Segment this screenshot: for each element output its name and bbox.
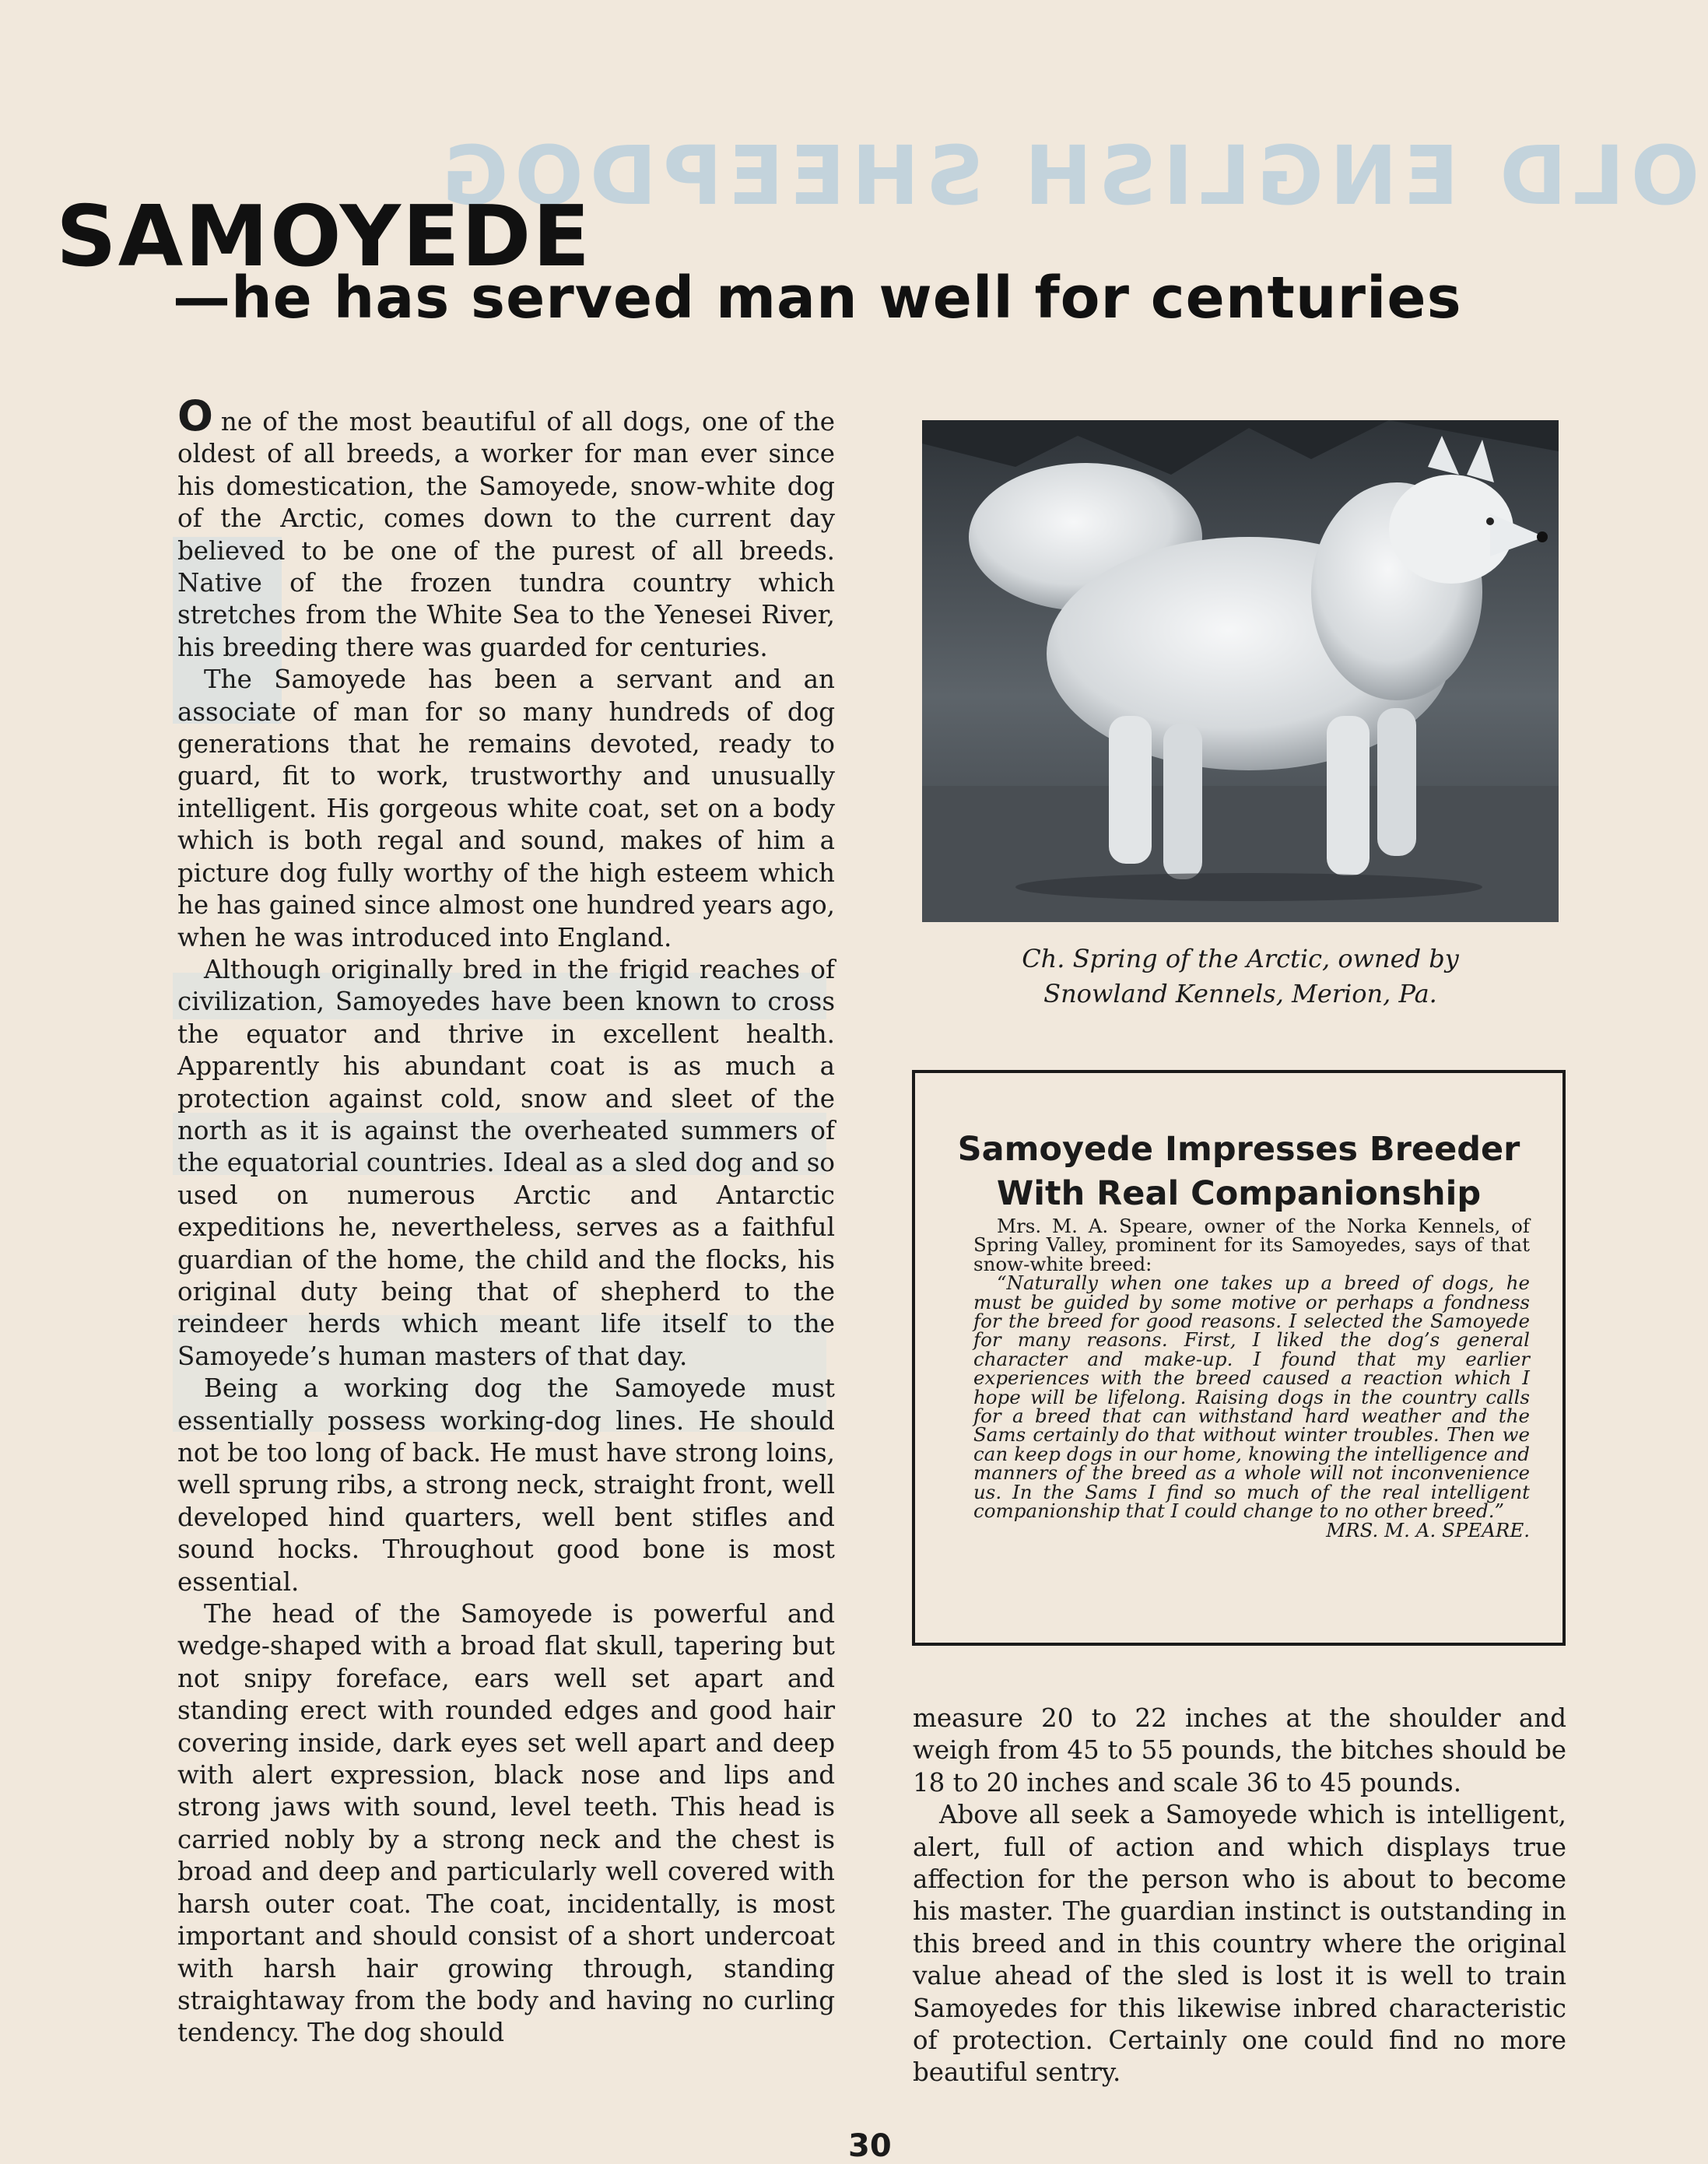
- sidebar-signature: MRS. M. A. SPEARE.: [1326, 1518, 1530, 1541]
- article-right-column: [913, 1703, 1566, 2089]
- photo-caption: [922, 942, 1559, 1012]
- caption-line: Ch. Spring of the Arctic, owned by: [1022, 944, 1459, 973]
- article-paragraph: Although originally bred in the frigid reaches of civilization, Samoyedes have been known to cross the equator and thrive in excellent health. Apparently his abundant coat is as much a protection against cold, snow and sleet of the north as it is against the overheated summers of the equatorial countries. Ideal as a sled dog and so used on numerous Arctic and Antarctic expeditions he, nevertheless, serves as a faithful guardian of the home, the child and the flocks, his original duty being that of shepherd to the reindeer herds which meant life itself to the Samoyede’s human masters of that day.: [177, 954, 835, 1371]
- article-paragraph: Being a working dog the Samoyede must essentially possess working-dog lines. He should not be too long of back. He must have strong loins, well sprung ribs, a strong neck, straight front, well developed hind quarters, well bent stifles and sound hocks. Throughout good bone is most essential.: [177, 1373, 835, 1597]
- article-paragraph: [177, 391, 835, 664]
- article-paragraph: The Samoyede has been a servant and an associate of man for so many hundreds of dog generations that he remains devoted, ready to guard, fit to work, trustworthy and unusually intelligent. His gorgeous white coat, set on a body which is both regal and sound, makes of him a picture dog fully worthy of the high esteem which he has gained since almost one hundred years ago, when he was introduced into England.: [177, 665, 835, 952]
- samoyede-photo: [922, 420, 1559, 922]
- page-subtitle: —he has served man well for centuries: [173, 265, 1462, 331]
- sidebar-body: [973, 1217, 1530, 1540]
- paragraph-text: ne of the most beautiful of all dogs, one of the oldest of all breeds, a worker for man ever since his domestication, the Samoyede, snow-white dog of the Arctic, comes down to the current day believed to be one of the purest of all breeds. Native of the frozen tundra country which stretches from the White Sea to the Yenesei River, his breeding there was guarded for centuries.: [177, 407, 835, 662]
- sidebar-headline-line: Samoyede Impresses Breeder: [957, 1130, 1520, 1169]
- dog-photo-illustration: [922, 420, 1559, 922]
- page-number: 30: [848, 2128, 892, 2164]
- sidebar-headline-line: With Real Companionship: [996, 1174, 1482, 1213]
- sidebar-headline: [915, 1128, 1562, 1216]
- caption-line: Snowland Kennels, Merion, Pa.: [1043, 979, 1437, 1008]
- page-title: SAMOYEDE: [56, 188, 592, 286]
- sidebar-box: [912, 1070, 1566, 1646]
- bleed-through-title: OLD ENGLISH SHEEPDOG: [436, 128, 1700, 223]
- sidebar-quote: “Naturally when one takes up a breed of dogs, he must be guided by some motive or perhaps a fondness for the breed for good reasons. I selected the Samoyede for many reasons. First, I liked the dog’s general character and make-up. I found that my earlier experiences with the breed caused a reaction which I hope will be lifelong. Raising dogs in the country calls for a breed that can withstand hard weather and the Sams certainly do that without winter troubles. Then we can keep dogs in our home, knowing the intelligence and manners of the breed as a whole will not inconvenience us. In the Sams I find so much of the real intelligent companionship that I could change to no other breed.”: [973, 1271, 1530, 1523]
- article-left-column: [177, 391, 835, 2050]
- drop-cap: O: [177, 391, 213, 440]
- article-paragraph: The head of the Samoyede is powerful and wedge-shaped with a broad flat skull, tapering but not snipy foreface, ears well set apart and standing erect with rounded edges and good hair covering inside, dark eyes set well apart and deep with alert expression, black nose and lips and strong jaws with sound, level teeth. This head is carried nobly by a strong neck and the chest is broad and deep and particularly well covered with harsh outer coat. The coat, incidentally, is most important and should consist of a short undercoat with harsh hair growing through, standing straightaway from the body and having no curling tendency. The dog should: [177, 1599, 835, 2048]
- article-paragraph: measure 20 to 22 inches at the shoulder and weigh from 45 to 55 pounds, the bitches should be 18 to 20 inches and scale 36 to 45 pounds.: [913, 1703, 1566, 1797]
- article-paragraph: Above all seek a Samoyede which is intelligent, alert, full of action and which displays true affection for the person who is about to become his master. The guardian instinct is outstanding in this breed and in this country where the original value ahead of the sled is lost it is well to train Samoyedes for this likewise inbred characteristic of protection. Certainly one could find no more beautiful sentry.: [913, 1800, 1566, 2088]
- sidebar-intro: Mrs. M. A. Speare, owner of the Norka Kennels, of Spring Valley, prominent for its Samoyedes, says of that snow-white breed:: [973, 1215, 1530, 1275]
